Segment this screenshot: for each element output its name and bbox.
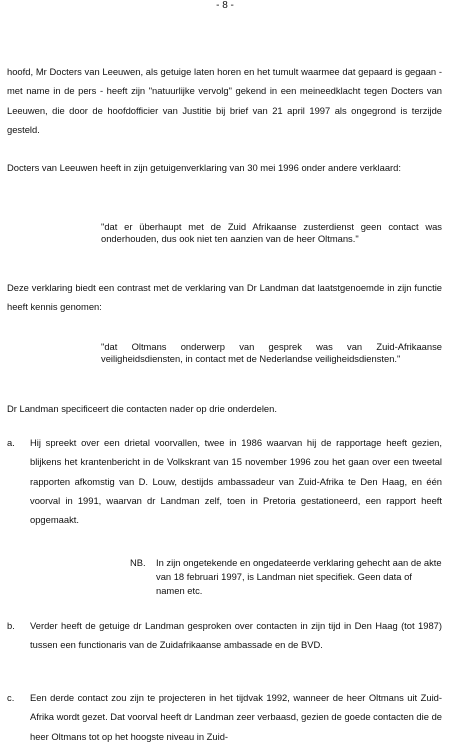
page-number: - 8 - (216, 0, 234, 11)
item-c-label: c. (7, 692, 15, 703)
quote-landman: "dat Oltmans onderwerp van gesprek was van Zuid-Afrikaanse veiligheidsdiensten, in contact met de Nederlandse veiligheidsdiensten." (101, 341, 442, 365)
nb-text: In zijn ongetekende en ongedateerde verklaring gehecht aan de akte van 18 februari 1997, is Landman niet specifiek. Geen data of namen etc. (156, 557, 442, 596)
item-a-label: a. (7, 437, 15, 448)
item-b-label: b. (7, 620, 15, 631)
item-b-text: Verder heeft de getuige dr Landman gesproken over contacten in zijn tijd in Den Haag (tot 1987) tussen een functionaris van de Zuidafrikaanse ambassade en de BVD. (30, 620, 442, 651)
nb-label: NB. (130, 557, 146, 568)
paragraph-contrast: Deze verklaring biedt een contrast met de verklaring van Dr Landman dat laatstgenoemde in zijn functie heeft kennis genomen: (7, 282, 442, 313)
item-a-text: Hij spreekt over een drietal voorvallen, twee in 1986 waarvan hij de rapportage heeft gezien, blijkens het krantenbericht in de Volkskrant van 15 november 1996 zou het gaan over een tweetal rapporten afkomstig van D. Louw, destijds ambassadeur van Zuid-Afrika te Den Haag, en één voorval in 1991, waarvan dr Landman zelf, toen in Pretoria gestationeerd, een rapport heeft opgemaakt. (30, 437, 442, 526)
paragraph-docters-statement: Docters van Leeuwen heeft in zijn getuigenverklaring van 30 mei 1996 onder andere verklaard: (7, 162, 401, 173)
quote-docters: "dat er überhaupt met de Zuid Afrikaanse zusterdienst geen contact was onderhouden, dus ook niet ten aanzien van de heer Oltmans." (101, 221, 442, 245)
paragraph-specification: Dr Landman specificeert die contacten nader op drie onderdelen. (7, 403, 277, 414)
item-c-text: Een derde contact zou zijn te projecteren in het tijdvak 1992, wanneer de heer Oltmans uit Zuid-Afrika wordt gezet. Dat voorval heeft dr Landman zeer verbaasd, gezien de goede contacten die de heer Oltmans tot op het hoogste niveau in Zuid- (30, 692, 442, 742)
paragraph-intro: hoofd, Mr Docters van Leeuwen, als getuige laten horen en het tumult waarmee dat gepaard is gegaan - met name in de pers - heeft zijn "natuurlijke vervolg" gekend in een meineedklacht tegen Docters van Leeuwen, die door de hoofdofficier van Justitie bij brief van 21 april 1997 als ongegrond is terzijde gesteld. (7, 66, 442, 135)
